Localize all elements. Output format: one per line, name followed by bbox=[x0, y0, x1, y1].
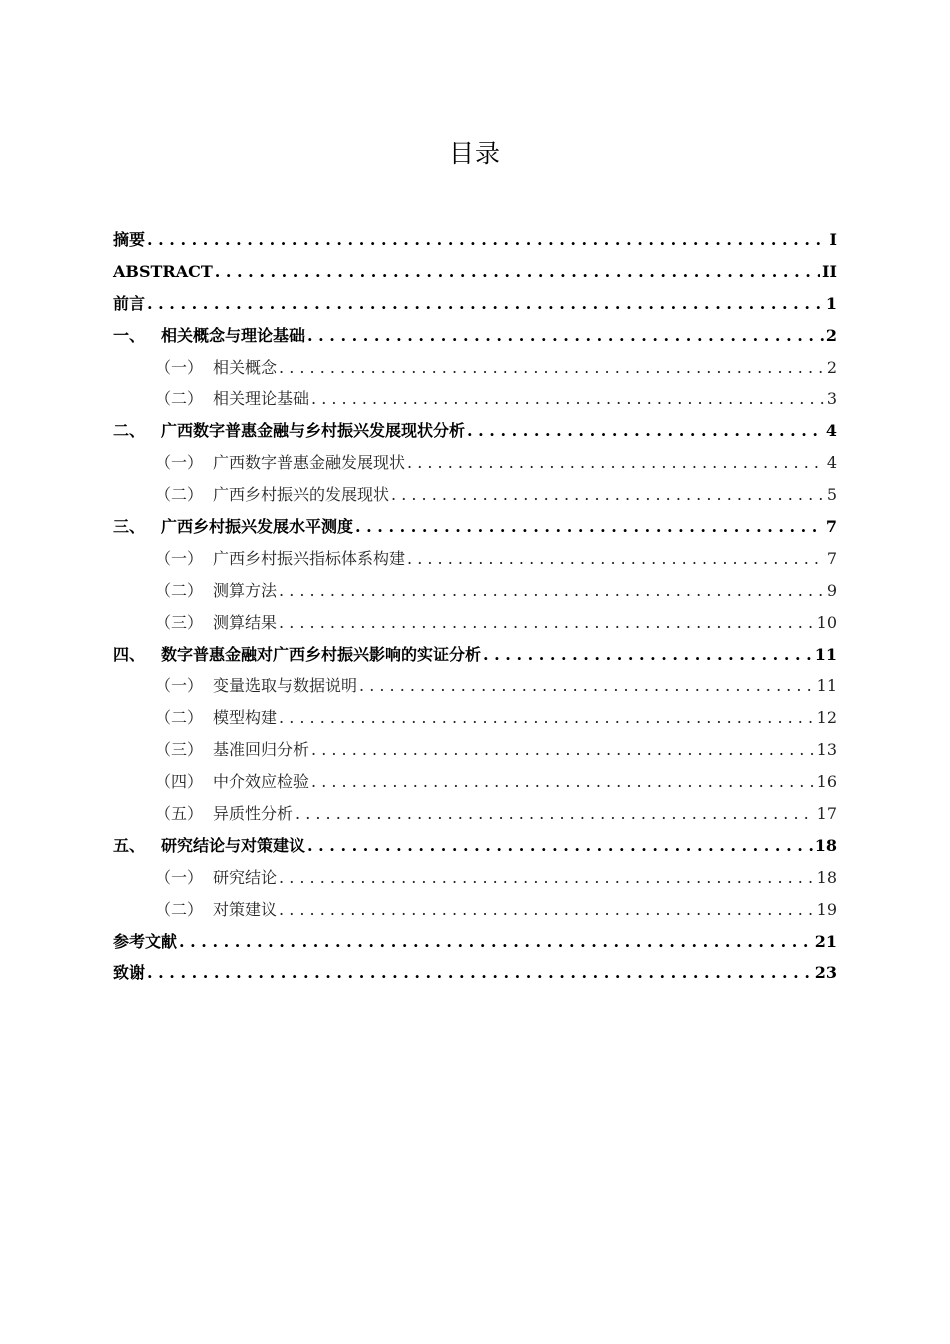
toc-entry[interactable] bbox=[113, 611, 837, 643]
toc-entry-number: 一、 bbox=[113, 325, 146, 345]
toc-entry-page-number: 4 bbox=[826, 453, 837, 473]
toc-entry-page-number: 2 bbox=[826, 357, 837, 377]
toc-entry-title: 基准回归分析 bbox=[213, 740, 310, 760]
toc-entry-page-number: 17 bbox=[816, 804, 837, 824]
toc-entry-title: 数字普惠金融对广西乡村振兴影响的实证分析 bbox=[161, 644, 482, 664]
toc-entry[interactable] bbox=[113, 898, 837, 930]
toc-entry[interactable] bbox=[113, 834, 837, 866]
toc-dot-leader bbox=[147, 228, 828, 252]
toc-entry[interactable] bbox=[113, 579, 837, 611]
toc-entry[interactable] bbox=[113, 356, 837, 388]
toc-dot-leader bbox=[179, 930, 813, 954]
toc-entry-number: （一） bbox=[155, 867, 204, 887]
toc-entry-page-number: II bbox=[822, 261, 837, 281]
toc-entry-title: 测算方法 bbox=[213, 580, 278, 600]
toc-entry[interactable] bbox=[113, 738, 837, 770]
toc-dot-leader bbox=[311, 738, 815, 762]
toc-entry-title: 广西乡村振兴发展水平测度 bbox=[161, 517, 354, 537]
toc-dot-leader bbox=[467, 419, 824, 443]
toc-entry-number: （二） bbox=[155, 389, 204, 409]
toc-entry-number: （二） bbox=[155, 708, 204, 728]
toc-entry-number: （五） bbox=[155, 804, 204, 824]
toc-entry[interactable] bbox=[113, 515, 837, 547]
toc-entry-number: 四、 bbox=[113, 644, 146, 664]
toc-entry-title: 致谢 bbox=[113, 963, 146, 983]
toc-entry-title: 研究结论与对策建议 bbox=[161, 835, 306, 855]
toc-entry-page-number: 13 bbox=[816, 740, 837, 760]
toc-dot-leader bbox=[279, 611, 815, 635]
toc-dot-leader bbox=[407, 547, 825, 571]
toc-entry-number: （一） bbox=[155, 676, 204, 696]
toc-dot-leader bbox=[279, 706, 815, 730]
toc-entry[interactable] bbox=[113, 802, 837, 834]
toc-entry-title: 研究结论 bbox=[213, 867, 278, 887]
toc-entry-page-number: 18 bbox=[814, 835, 837, 855]
toc-entry[interactable] bbox=[113, 451, 837, 483]
toc-entry-number: （三） bbox=[155, 612, 204, 632]
toc-entry-page-number: 10 bbox=[816, 612, 837, 632]
toc-entry-number: （一） bbox=[155, 357, 204, 377]
toc-entry-title: 前言 bbox=[113, 293, 146, 313]
toc-entry[interactable] bbox=[113, 419, 837, 451]
toc-entry-number: （二） bbox=[155, 899, 204, 919]
toc-entry-title: 相关理论基础 bbox=[213, 389, 310, 409]
toc-entry-number: 二、 bbox=[113, 421, 146, 441]
toc-entry-title: 变量选取与数据说明 bbox=[213, 676, 358, 696]
toc-entry[interactable] bbox=[113, 483, 837, 515]
toc-entry[interactable] bbox=[113, 228, 837, 260]
toc-entry-page-number: 9 bbox=[826, 580, 837, 600]
toc-entry-page-number: 16 bbox=[816, 772, 837, 792]
toc-entry-page-number: 4 bbox=[825, 421, 837, 441]
toc-entry-number: （四） bbox=[155, 772, 204, 792]
toc-entry-title: 参考文献 bbox=[113, 931, 178, 951]
toc-dot-leader bbox=[279, 579, 825, 603]
toc-entry-number: （一） bbox=[155, 548, 204, 568]
toc-entry-title: 广西乡村振兴指标体系构建 bbox=[213, 548, 406, 568]
toc-entry-title: 摘要 bbox=[113, 230, 146, 249]
toc-dot-leader bbox=[355, 515, 824, 539]
toc-entry-page-number: I bbox=[829, 230, 837, 249]
page-title: 目录 bbox=[448, 139, 501, 168]
toc-dot-leader bbox=[311, 770, 815, 794]
toc-entry[interactable] bbox=[113, 706, 837, 738]
toc-entry-title: 广西数字普惠金融与乡村振兴发展现状分析 bbox=[161, 421, 466, 441]
toc-entry[interactable] bbox=[113, 930, 837, 962]
toc-entry-page-number: 7 bbox=[826, 548, 837, 568]
toc-entry-title: 广西乡村振兴的发展现状 bbox=[213, 485, 390, 505]
toc-entry-title: 对策建议 bbox=[213, 899, 278, 919]
toc-dot-leader bbox=[279, 356, 825, 380]
toc-dot-leader bbox=[147, 292, 824, 316]
toc-entry[interactable] bbox=[113, 547, 837, 579]
toc-entry-number: 五、 bbox=[113, 835, 146, 855]
toc-entry-page-number: 11 bbox=[816, 676, 837, 696]
toc-entry-title: 中介效应检验 bbox=[213, 772, 310, 792]
toc-dot-leader bbox=[147, 961, 813, 985]
toc-dot-leader bbox=[307, 324, 824, 348]
toc-entry-number: （二） bbox=[155, 580, 204, 600]
toc-entry-number: （一） bbox=[155, 453, 204, 473]
toc-entry-title: 广西数字普惠金融发展现状 bbox=[213, 453, 406, 473]
toc-entry-title: 模型构建 bbox=[213, 708, 278, 728]
toc-entry[interactable] bbox=[113, 292, 837, 324]
toc-entry[interactable] bbox=[113, 324, 837, 356]
toc-dot-leader bbox=[311, 387, 825, 411]
toc-dot-leader bbox=[279, 866, 815, 890]
toc-dot-leader bbox=[391, 483, 825, 507]
toc-entry-page-number: 2 bbox=[825, 325, 837, 345]
toc-dot-leader bbox=[307, 834, 813, 858]
toc-entry-number: 三、 bbox=[113, 517, 146, 537]
toc-entry-page-number: 11 bbox=[814, 644, 837, 664]
toc-entry-page-number: 23 bbox=[814, 963, 837, 983]
table-of-contents bbox=[113, 228, 837, 993]
toc-entry-number: （二） bbox=[155, 485, 204, 505]
toc-dot-leader bbox=[359, 674, 815, 698]
toc-entry-title: 异质性分析 bbox=[213, 804, 294, 824]
toc-entry-title: 相关概念与理论基础 bbox=[161, 325, 306, 345]
toc-entry[interactable] bbox=[113, 866, 837, 898]
toc-entry-page-number: 18 bbox=[816, 867, 837, 887]
toc-entry-page-number: 21 bbox=[814, 931, 837, 951]
toc-entry-title: 测算结果 bbox=[213, 612, 278, 632]
toc-entry[interactable] bbox=[113, 260, 837, 292]
toc-entry[interactable] bbox=[113, 961, 837, 993]
toc-dot-leader bbox=[483, 643, 813, 667]
toc-entry-page-number: 7 bbox=[825, 517, 837, 537]
toc-dot-leader bbox=[215, 260, 820, 284]
toc-dot-leader bbox=[407, 451, 825, 475]
toc-entry-page-number: 5 bbox=[826, 485, 837, 505]
toc-entry-page-number: 3 bbox=[826, 389, 837, 409]
toc-entry-page-number: 1 bbox=[825, 293, 837, 313]
toc-entry-page-number: 12 bbox=[816, 708, 837, 728]
toc-entry-title: 相关概念 bbox=[213, 357, 278, 377]
toc-entry[interactable] bbox=[113, 770, 837, 802]
toc-dot-leader bbox=[295, 802, 815, 826]
toc-entry[interactable] bbox=[113, 387, 837, 419]
toc-entry[interactable] bbox=[113, 643, 837, 675]
toc-dot-leader bbox=[279, 898, 815, 922]
toc-entry-page-number: 19 bbox=[816, 899, 837, 919]
toc-entry-title: ABSTRACT bbox=[113, 261, 213, 281]
toc-entry[interactable] bbox=[113, 674, 837, 706]
toc-entry-number: （三） bbox=[155, 740, 204, 760]
